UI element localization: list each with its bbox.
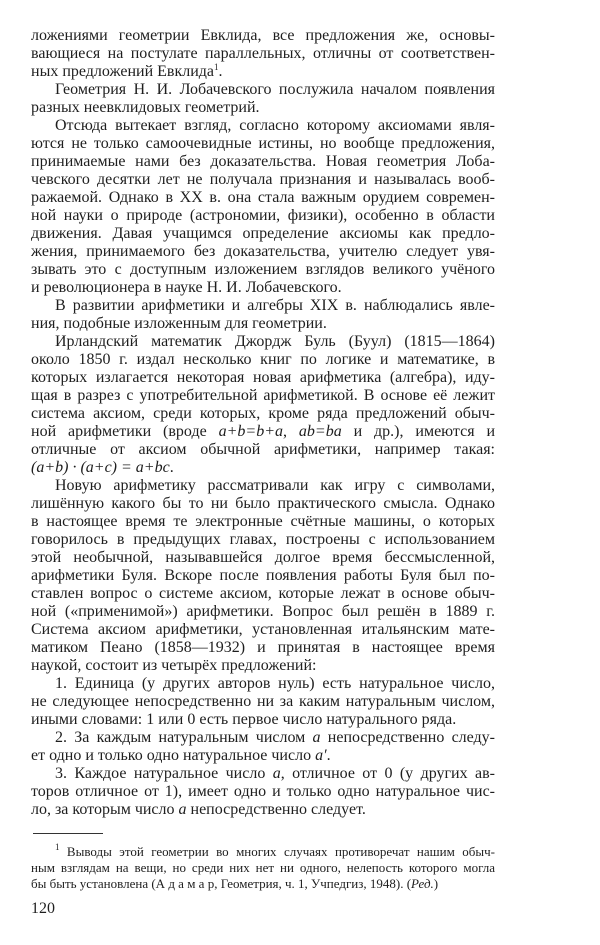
text-segment: ) (433, 876, 439, 891)
text-segment: 1. Единица (у других авторов нуль) есть натуральное число, (55, 675, 495, 692)
text-segment: ной арифметики (вроде (31, 423, 219, 440)
text-segment: чевского десятки лет не получала признания и называлась вооб- (31, 171, 495, 188)
footnote-divider (33, 833, 103, 834)
text-segment: в настоящее время те электронные счётные машины, о которых (31, 513, 495, 530)
text-segment: которых излагается некоторая новая арифметика (алгебра), иду- (31, 369, 495, 386)
text-segment: вающиеся на постулате параллельных, отличны от соответствен- (31, 45, 495, 62)
text-segment: ражаемой. Однако в XX в. она стала важным орудием современ- (31, 189, 495, 206)
text-line (31, 99, 495, 117)
math-expression: ab=ba (298, 423, 342, 440)
math-expression: a (272, 765, 281, 782)
footnote-paragraph (31, 844, 495, 892)
text-segment: говорилось в предыдущих главах, построены с использованием (31, 531, 495, 548)
text-segment: ются не только самоочевидные истины, но вообще предложения, (31, 135, 495, 152)
footnote-marker: 1 (55, 842, 60, 852)
text-segment: ставлен вопрос о системе аксиом, которые лежат в основе обыч- (31, 585, 495, 602)
text-line (31, 729, 495, 747)
text-line (31, 549, 495, 567)
text-segment: ных предложений Евклида (31, 63, 215, 80)
footnote (31, 844, 495, 892)
text-segment: ния, подобные изложенным для геометрии. (31, 315, 327, 332)
text-segment: Отсюда вытекает взгляд, согласно которому аксиомами явля- (55, 117, 495, 134)
text-line (31, 207, 495, 225)
text-segment: лишённую какого бы то ни было практического смысла. Однако (31, 495, 495, 512)
paragraph (31, 27, 495, 81)
text-line (31, 603, 495, 621)
text-segment: В развитии арифметики и алгебры XIX в. наблюдались явле- (55, 297, 495, 314)
text-segment: матиком Пеано (1858—1932) и принятая в настоящее время (31, 639, 495, 656)
text-line (31, 860, 495, 876)
text-segment: , отличное от 0 (у других ав- (280, 765, 495, 782)
text-line (31, 844, 495, 860)
text-segment: бы быть установлена (А д а м а р, Геометрия, ч. 1, Учпедгиз, 1948). ( (31, 876, 412, 891)
text-line (31, 711, 495, 729)
text-segment: Ирландский математик Джордж Буль (Буул) (1815—1864) (55, 333, 495, 350)
text-segment: 3. Каждое натуральное число (55, 765, 273, 782)
text-line (31, 261, 495, 279)
text-segment: ным взглядам на вещи, но среди них нет ни одного, нелепость которого могла (31, 860, 495, 875)
text-segment: наукой, состоит из четырёх предложений: (31, 657, 317, 674)
text-segment: движения. Давая учащимся определение аксиомы как предло- (31, 225, 495, 242)
text-segment: разных неевклидовых геометрий. (31, 99, 260, 116)
text-segment: и революционера в науке Н. И. Лобачевского. (31, 279, 342, 296)
text-line (31, 243, 495, 261)
paragraph (31, 675, 495, 729)
text-segment: Система аксиом арифметики, установленная итальянским мате- (31, 621, 495, 638)
text-segment: ной («применимой») арифметики. Вопрос был решён в 1889 г. (31, 603, 495, 620)
text-segment: Выводы этой геометрии во многих случаях противоречат нашим обыч- (59, 844, 495, 859)
text-segment: и др.), имеются и (341, 423, 496, 440)
math-expression: a+b=b+a (218, 423, 283, 440)
text-segment: ло, за которым число (31, 801, 179, 818)
text-line (31, 621, 495, 639)
text-line (31, 27, 495, 45)
text-line (31, 81, 495, 99)
text-line (31, 765, 495, 783)
text-segment: около 1850 г. издал несколько книг по логике и математике, в (31, 351, 495, 368)
paragraph (31, 729, 495, 765)
text-line (31, 279, 495, 297)
text-segment: система аксиом, среди которых, кроме ряда предложений обыч- (31, 405, 495, 422)
paragraph (31, 297, 495, 333)
text-line (31, 63, 495, 81)
text-segment: принимаемые нами без доказательства. Новая геометрия Лоба- (31, 153, 495, 170)
text-line (31, 153, 495, 171)
text-line (31, 405, 495, 423)
text-segment: Новую арифметику рассматривали как игру с символами, (55, 477, 495, 494)
main-text (31, 27, 495, 819)
math-expression: a (312, 729, 321, 746)
page-number: 120 (31, 900, 55, 917)
paragraph (31, 765, 495, 819)
paragraph (31, 333, 495, 477)
text-line (31, 441, 495, 459)
text-segment: непосредственно следу- (320, 729, 496, 746)
text-line (31, 423, 495, 441)
text-segment: щая в разрез с употребительной арифметикой. В основе её лежит (31, 387, 495, 404)
text-line (31, 171, 495, 189)
text-line (31, 531, 495, 549)
text-segment: зывать это с доступным изложением взглядов великого учёного (31, 261, 495, 278)
text-segment: . (218, 63, 223, 80)
text-segment: торов отличное от 1), имеет одно и только одно натуральное чис- (31, 783, 495, 800)
text-segment: Геометрия Н. И. Лобачевского послужила началом появления (55, 81, 495, 98)
text-line (31, 351, 495, 369)
text-line (31, 117, 495, 135)
text-line (31, 693, 495, 711)
text-segment: ной науки о природе (астрономии, физики), особенно в области (31, 207, 495, 224)
text-segment: ет одно и только одно натуральное число (31, 747, 316, 764)
text-segment: , (283, 423, 299, 440)
text-line (31, 225, 495, 243)
text-segment: иными словами: 1 или 0 есть первое число натурального ряда. (31, 711, 457, 728)
text-line (31, 657, 495, 675)
text-line (31, 297, 495, 315)
text-line (31, 477, 495, 495)
footnote-marker: 1 (214, 62, 219, 72)
text-line (31, 567, 495, 585)
text-line (31, 585, 495, 603)
text-line (31, 747, 495, 765)
text-segment: не следующее непосредственно ни за каким натуральным числом, (31, 693, 495, 710)
text-segment: этой необычной, называвшейся долгое время бессмысленной, (31, 549, 495, 566)
text-segment: отличные от аксиом обычной арифметики, например такая: (31, 441, 495, 458)
text-segment: . (326, 747, 331, 764)
text-line (31, 189, 495, 207)
text-line (31, 801, 495, 819)
text-line (31, 675, 495, 693)
math-expression: (a+b) · (a+c) = a+bc (31, 459, 170, 476)
math-expression: a′ (315, 747, 327, 764)
text-line (31, 333, 495, 351)
text-segment: ложениями геометрии Евклида, все предложения же, основы- (31, 27, 495, 44)
paragraph (31, 117, 495, 297)
text-line (31, 459, 495, 477)
text-line (31, 135, 495, 153)
text-segment: . (169, 459, 174, 476)
text-line (31, 783, 495, 801)
text-segment: 2. За каждым натуральным числом (55, 729, 313, 746)
math-expression: Ред. (411, 876, 434, 891)
paragraph (31, 477, 495, 675)
text-line (31, 45, 495, 63)
paragraph (31, 81, 495, 117)
text-line (31, 513, 495, 531)
text-segment: арифметики Буля. Вскоре после появления работы Буля был по- (31, 567, 495, 584)
math-expression: a (178, 801, 187, 818)
text-line (31, 369, 495, 387)
text-line (31, 639, 495, 657)
text-line (31, 387, 495, 405)
text-segment: непосредственно следует. (186, 801, 366, 818)
text-segment: жения, принимаемого без доказательства, учителю следует увя- (31, 243, 495, 260)
text-line (31, 495, 495, 513)
text-line (31, 315, 495, 333)
text-line (31, 876, 495, 892)
